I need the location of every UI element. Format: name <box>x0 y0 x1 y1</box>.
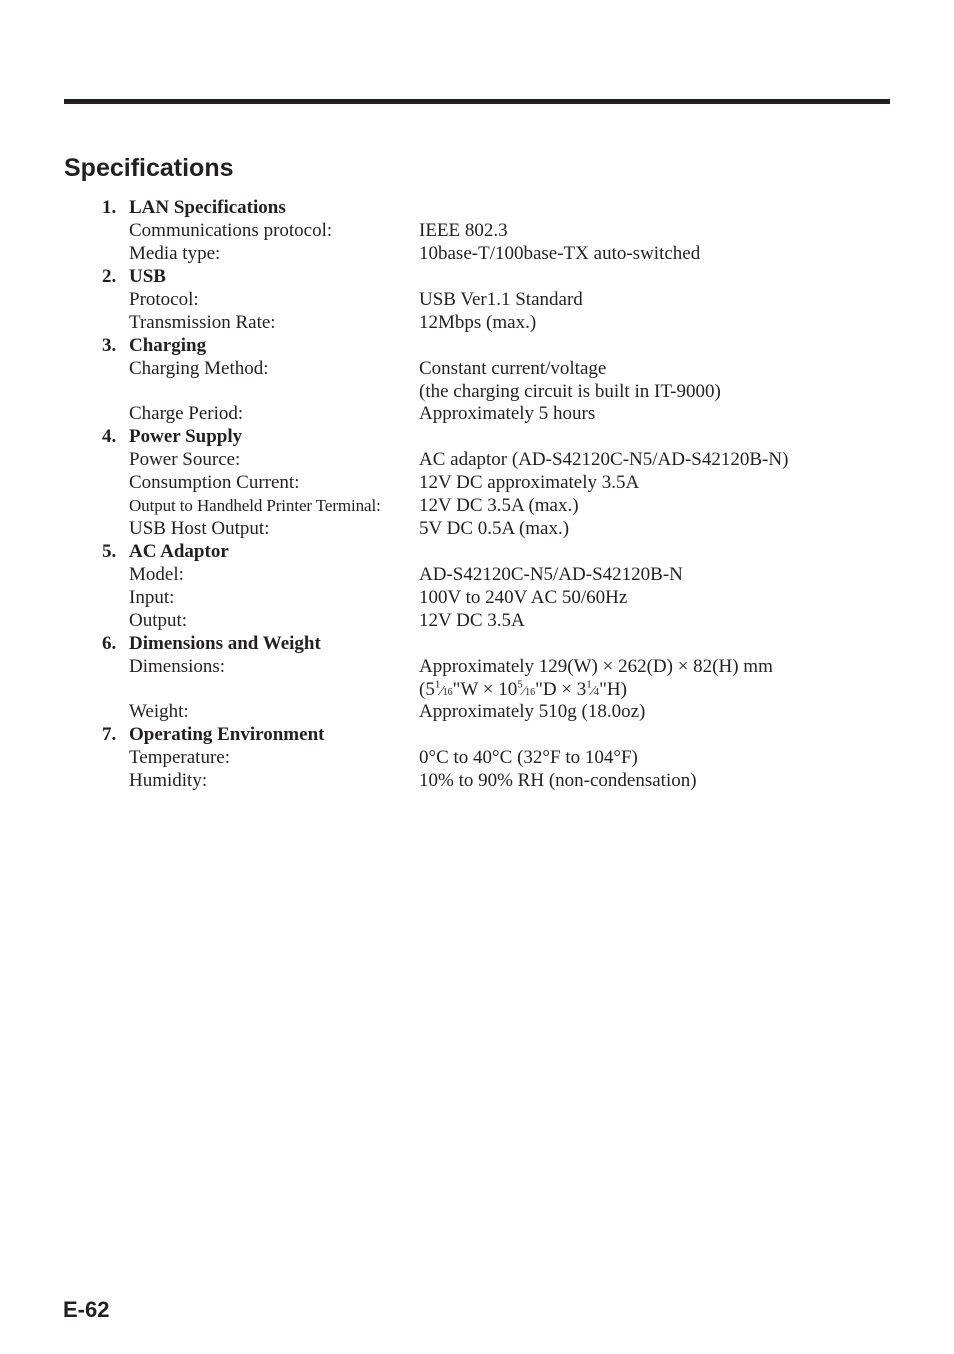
spec-list <box>0 196 954 792</box>
section-number: 3. <box>102 335 117 356</box>
spec-value-line: (the charging circuit is built in IT-9000) <box>419 381 721 402</box>
page-title: Specifications <box>64 154 234 182</box>
width-fraction-denominator: 16 <box>442 687 453 698</box>
spec-value <box>419 655 773 701</box>
spec-value: 12V DC approximately 3.5A <box>419 472 640 493</box>
spec-row-charge-period <box>0 402 954 425</box>
spec-row-model <box>0 563 954 586</box>
spec-label: Output to Handheld Printer Terminal: <box>129 496 381 515</box>
section-charging-title <box>0 334 954 357</box>
section-name: USB <box>129 266 166 287</box>
spec-value: 10base-T/100base-TX auto-switched <box>419 243 701 264</box>
spec-label: Communications protocol: <box>129 220 333 241</box>
spec-label: Model: <box>129 564 184 585</box>
header-rule <box>64 99 890 104</box>
spec-row-humidity <box>0 769 954 792</box>
depth-fraction-numerator: 5 <box>517 678 523 691</box>
section-name: Power Supply <box>129 426 243 447</box>
section-name: Charging <box>129 335 207 356</box>
spec-value: AC adaptor (AD-S42120C-N5/AD-S42120B-N) <box>419 449 789 470</box>
section-name: Dimensions and Weight <box>129 633 321 654</box>
fraction-slash: ⁄ <box>440 684 443 699</box>
spec-label: Charging Method: <box>129 358 269 379</box>
spec-value: Approximately 5 hours <box>419 403 596 424</box>
spec-value: 0°C to 40°C (32°F to 104°F) <box>419 747 638 768</box>
section-name: AC Adaptor <box>129 541 229 562</box>
spec-label: Power Source: <box>129 449 241 470</box>
height-whole: 3 <box>576 679 587 700</box>
section-usb-title <box>0 265 954 288</box>
spec-label: Humidity: <box>129 770 208 791</box>
spec-row-weight <box>0 700 954 723</box>
spec-value: Approximately 510g (18.0oz) <box>419 701 646 722</box>
spec-value: 5V DC 0.5A (max.) <box>419 518 570 539</box>
spec-row-temperature <box>0 746 954 769</box>
section-number: 5. <box>102 541 117 562</box>
spec-row-input <box>0 586 954 609</box>
spec-value: 12V DC 3.5A <box>419 610 525 631</box>
spec-row-media-type <box>0 242 954 265</box>
spec-label: Temperature: <box>129 747 231 768</box>
width-fraction-numerator: 1 <box>434 678 441 691</box>
depth-whole: 10 <box>498 679 518 700</box>
section-number: 6. <box>102 633 117 654</box>
spec-row-dimensions <box>0 655 954 700</box>
spec-row-output <box>0 609 954 632</box>
section-name: LAN Specifications <box>129 197 286 218</box>
fraction-slash: ⁄ <box>591 684 595 699</box>
spec-row-output-to-terminal <box>0 494 954 517</box>
spec-label: Media type: <box>129 243 221 264</box>
fraction-slash: ⁄ <box>522 684 526 699</box>
spec-row-power-source <box>0 448 954 471</box>
spec-value <box>419 357 721 403</box>
spec-label: Charge Period: <box>129 403 244 424</box>
section-number: 4. <box>102 426 117 447</box>
spec-row-protocol <box>0 288 954 311</box>
spec-value: 12Mbps (max.) <box>419 312 537 333</box>
spec-value: 10% to 90% RH (non-condensation) <box>419 770 697 791</box>
spec-label: Consumption Current: <box>129 472 300 493</box>
section-number: 7. <box>102 724 117 745</box>
spec-value: 12V DC 3.5A (max.) <box>419 495 579 516</box>
section-name: Operating Environment <box>129 724 325 745</box>
depth-fraction-denominator: 16 <box>525 687 536 698</box>
width-unit: "W × <box>452 679 499 700</box>
section-number: 2. <box>102 266 117 287</box>
spec-value-line: Constant current/voltage <box>419 358 607 379</box>
spec-row-charging-method <box>0 357 954 402</box>
spec-value: 100V to 240V AC 50/60Hz <box>419 587 628 608</box>
section-power-supply-title <box>0 425 954 448</box>
spec-label: Protocol: <box>129 289 199 310</box>
spec-label: Output: <box>129 610 188 631</box>
section-number: 1. <box>102 197 117 218</box>
spec-label: Dimensions: <box>129 656 226 677</box>
height-fraction-denominator: 4 <box>594 687 600 698</box>
spec-value: AD-S42120C-N5/AD-S42120B-N <box>419 564 683 585</box>
width-whole: 5 <box>425 679 435 700</box>
depth-unit: "D × <box>535 679 577 700</box>
page-number: E-62 <box>63 1297 110 1322</box>
spec-row-transmission-rate <box>0 311 954 334</box>
height-fraction-numerator: 1 <box>586 678 592 691</box>
spec-label: Transmission Rate: <box>129 312 276 333</box>
spec-value: IEEE 802.3 <box>419 220 508 241</box>
spec-value-line: Approximately 129(W) × 262(D) × 82(H) mm <box>419 656 773 677</box>
height-unit: "H) <box>599 679 627 700</box>
spec-label: Input: <box>129 587 175 608</box>
spec-value: USB Ver1.1 Standard <box>419 289 583 310</box>
section-dimensions-weight-title <box>0 632 954 655</box>
spec-label: Weight: <box>129 701 189 722</box>
spec-row-usb-host-output <box>0 517 954 540</box>
spec-label: USB Host Output: <box>129 518 270 539</box>
spec-row-consumption-current <box>0 471 954 494</box>
section-lan-title <box>0 196 954 219</box>
section-ac-adaptor-title <box>0 540 954 563</box>
spec-value-imperial <box>419 678 773 701</box>
spec-row-communications-protocol <box>0 219 954 242</box>
section-operating-environment-title <box>0 723 954 746</box>
imperial-open: ( <box>419 679 426 700</box>
